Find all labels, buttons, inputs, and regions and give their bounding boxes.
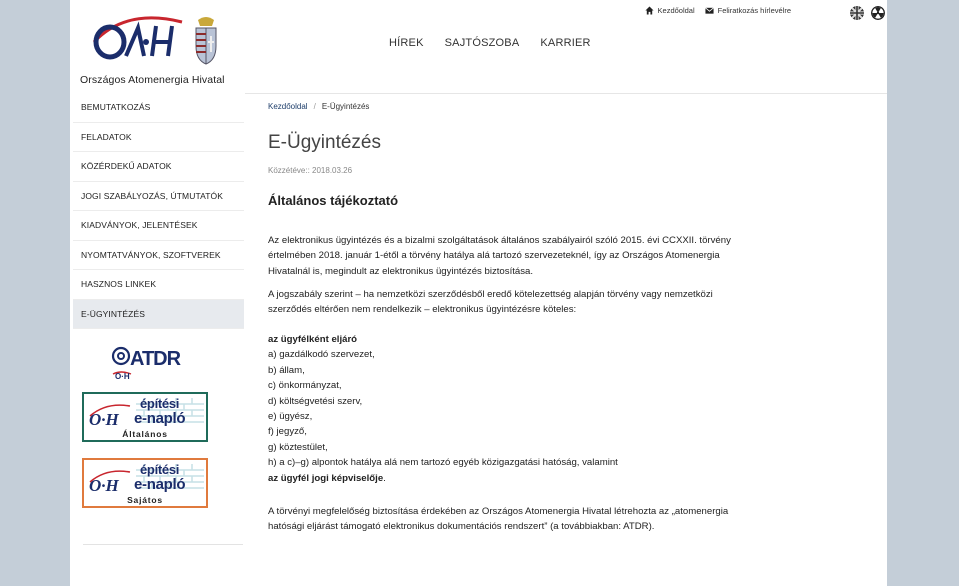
nav-item-news[interactable]: HÍREK [389,37,424,49]
list-heading: az ügyfélként eljáró [268,334,358,345]
svg-text:O·H: O·H [89,410,119,428]
newsletter-link-label: Feliratkozás hírlevélre [717,6,791,15]
list-footer-bold: az ügyfél jogi képviselője [268,472,384,484]
list-item: e) ügyész, [268,411,313,423]
oah-logo[interactable] [76,6,226,86]
e-naplo-general-banner[interactable] [82,392,208,442]
list-footer [268,471,738,486]
sidebar-item-forms-software[interactable]: NYOMTATVÁNYOK, SZOFTVEREK [73,241,244,271]
nav-item-press-room[interactable]: SAJTÓSZOBA [444,37,520,49]
sidebar-item-legal-regulation[interactable]: JOGI SZABÁLYOZÁS, ÚTMUTATÓK [73,182,244,212]
obligated-parties-list [268,332,738,486]
page-title: E-Ügyintézés [268,132,381,153]
home-link[interactable] [645,6,695,15]
breadcrumb-current: E-Ügyintézés [321,102,370,111]
list-item: f) jegyző, [268,426,307,438]
list-item: a) gazdálkodó szervezet, [268,349,375,361]
home-icon [645,6,654,15]
e-naplo-general-sub: Általános [122,429,168,439]
list-item: h) a c)–g) alpontok hatálya alá nem tartozó egyéb közigazgatási hatóság, valamint [268,457,618,469]
list-item: c) önkormányzat, [268,380,342,392]
svg-text:O·H: O·H [115,372,130,380]
home-link-label: Kezdőoldal [657,6,695,15]
sidebar-item-introduction[interactable]: BEMUTATKOZÁS [73,93,244,123]
paragraph-intro: Az elektronikus ügyintézés és a bizalmi szolgáltatások általános szabályairól szóló 2015. évi CCXXII. törvény értelmében 2018. január 1-étől a törvény hatálya alá tartozó szervezeteknél, így az Országos Atomenergia Hivatalnál is, megindult az elektronikus ügyintézés biztosítása. [268,235,731,277]
e-naplo-own-banner[interactable] [82,458,208,508]
page [70,0,887,586]
e-naplo-own-line2: e-napló [134,476,186,493]
list-item: b) állam, [268,364,305,376]
e-naplo-general-line1: építési [140,396,180,411]
list-footer-end: . [383,472,386,484]
sidebar-item-useful-links[interactable]: HASZNOS LINKEK [73,270,244,300]
atdr-banner[interactable] [111,344,185,380]
language-and-accessibility [850,6,885,20]
list-item: g) köztestület, [268,441,328,453]
radiation-icon[interactable] [871,6,885,20]
svg-text:O·H: O·H [89,476,119,494]
breadcrumb [268,102,369,111]
section-heading: Általános tájékoztató [268,193,399,208]
breadcrumb-separator: / [313,102,316,111]
sidebar-item-public-data[interactable]: KÖZÉRDEKŰ ADATOK [73,152,244,182]
nav-item-career[interactable]: KARRIER [540,37,591,49]
newsletter-subscribe-link[interactable] [705,6,791,15]
sidebar-menu [73,93,244,329]
top-utility-links [645,6,791,15]
e-naplo-own-line1: építési [140,462,180,477]
list-item: d) költségvetési szerv, [268,395,363,407]
paragraph-atdr: A törvényi megfelelőség biztosítása érdekében az Országos Atomenergia Hivatal létrehozta az „atomenergia hatósági eljárást támogató elektronikus dokumentációs rendszert” (a továbbiakban: ATDR). [268,506,729,533]
e-naplo-general-line2: e-napló [134,410,186,427]
logo-name-text: Országos Atomenergia Hivatal [80,74,225,86]
sidebar-bottom-divider [83,544,243,545]
main-nav [389,37,591,49]
sidebar-item-tasks[interactable]: FELADATOK [73,123,244,153]
english-language-flag-icon[interactable] [850,6,864,20]
header-divider [245,93,887,94]
published-date: Közzétéve:: 2018.03.26 [268,166,353,175]
atdr-banner-text: ATDR [130,348,181,370]
envelope-icon [705,6,714,15]
oah-small-logo-icon [88,468,132,494]
oah-logo-mark-icon [86,12,186,62]
sidebar-item-e-administration[interactable]: E-ÜGYINTÉZÉS [73,300,244,330]
e-naplo-own-sub: Sajátos [127,495,163,505]
breadcrumb-home-link[interactable]: Kezdőoldal [268,102,308,111]
oah-small-logo-icon [88,402,132,428]
paragraph-obligation: A jogszabály szerint – ha nemzetközi szerződésből eredő kötelezettség alapján törvény vagy nemzetközi szerződés eltérően nem rendelkezik – elektronikus ügyintézésre köteles: [268,289,713,316]
hungarian-coat-of-arms-icon [192,16,220,66]
sidebar-item-publications[interactable]: KIADVÁNYOK, JELENTÉSEK [73,211,244,241]
